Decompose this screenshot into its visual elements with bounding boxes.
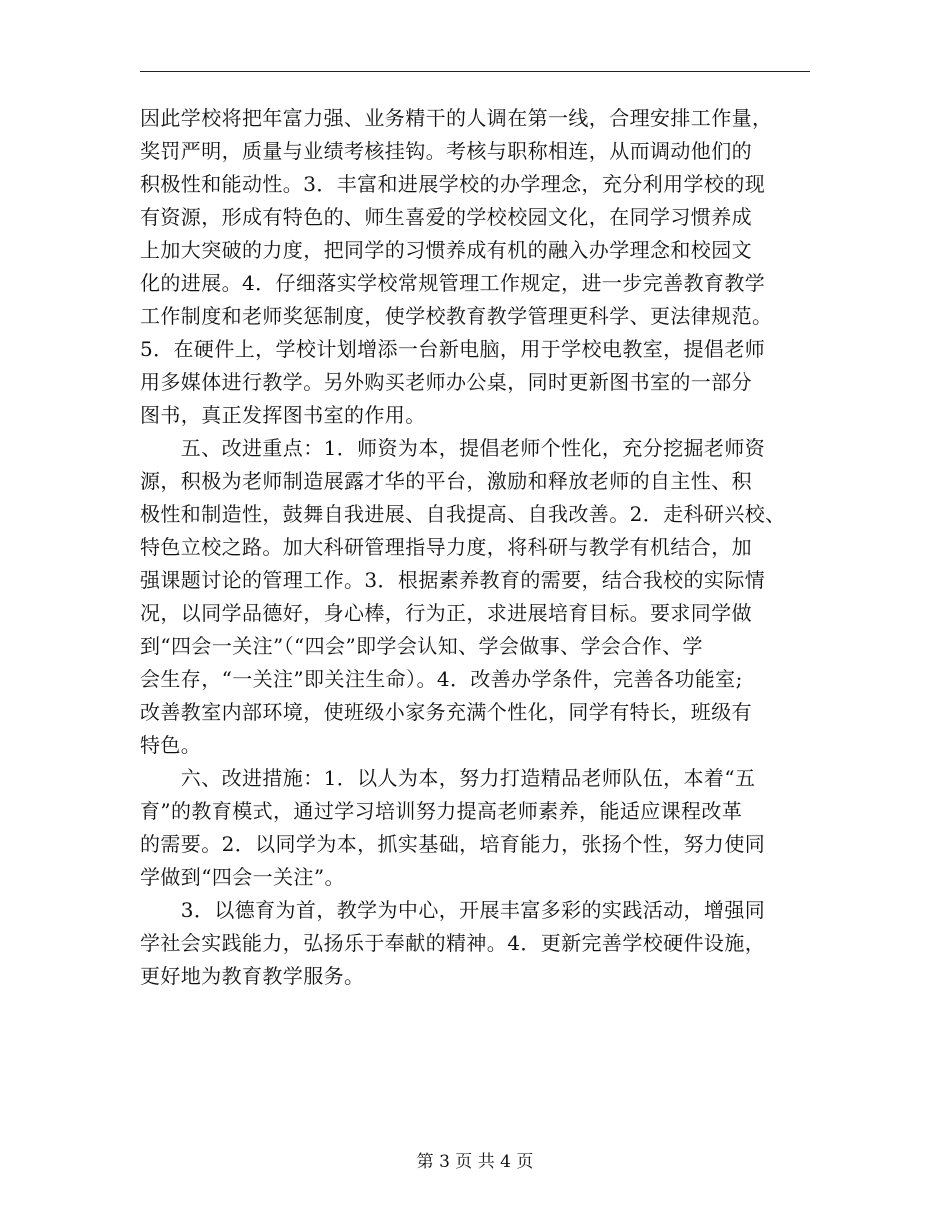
text-line: 改善教室内部环境，使班级小家务充满个性化，同学有特长，班级有 — [140, 700, 752, 724]
body-text — [140, 102, 812, 993]
text-line: 工作制度和老师奖惩制度，使学校教育教学管理更科学、更法律规范。 — [140, 304, 773, 328]
text-line: 用多媒体进行教学。另外购买老师办公桌，同时更新图书室的一部分 — [140, 370, 752, 394]
text-line: 极性和制造性，鼓舞自我进展、自我提高、自我改善。2．走科研兴校、 — [140, 502, 786, 526]
text-line: 况，以同学品德好，身心棒，行为正，求进展培育目标。要求同学做 — [140, 601, 752, 625]
text-line: 会生存，“一关注”即关注生命）。4．改善办学条件，完善各功能室; — [140, 667, 743, 691]
text-line: 有资源，形成有特色的、师生喜爱的学校校园文化，在同学习惯养成 — [140, 205, 752, 229]
text-line: 特色立校之路。加大科研管理指导力度，将科研与教学有机结合，加 — [140, 535, 752, 559]
text-line: 特色。 — [140, 733, 202, 757]
text-line: 积极性和能动性。3．丰富和进展学校的办学理念，充分利用学校的现 — [140, 172, 766, 196]
text-line: 五、改进重点：1．师资为本，提倡老师个性化，充分挖掘老师资 — [140, 436, 766, 460]
text-line: 到“四会一关注”（“四会”即学会认知、学会做事、学会合作、学 — [140, 634, 703, 658]
text-line: 化的进展。4．仔细落实学校常规管理工作规定，进一步完善教育教学 — [140, 271, 766, 295]
text-line: 六、改进措施：1．以人为本，努力打造精品老师队伍，本着“五 — [140, 766, 756, 790]
header-rule — [140, 71, 810, 72]
text-line: 的需要。2．以同学为本，抓实基础，培育能力，张扬个性，努力使同 — [140, 832, 766, 856]
text-line: 5．在硬件上，学校计划增添一台新电脑，用于学校电教室，提倡老师 — [140, 337, 766, 361]
page-number-footer: 第 3 页 共 4 页 — [416, 1152, 534, 1172]
text-line: 更好地为教育教学服务。 — [140, 964, 365, 988]
text-line: 因此学校将把年富力强、业务精干的人调在第一线，合理安排工作量， — [140, 106, 773, 130]
text-line: 3．以德育为首，教学为中心，开展丰富多彩的实践活动，增强同 — [140, 898, 766, 922]
text-line: 奖罚严明，质量与业绩考核挂钩。考核与职称相连，从而调动他们的 — [140, 139, 752, 163]
text-line: 育”的教育模式，通过学习培训努力提高老师素养，能适应课程改革 — [140, 799, 743, 823]
text-line: 源，积极为老师制造展露才华的平台，激励和释放老师的自主性、积 — [140, 469, 752, 493]
text-line: 图书，真正发挥图书室的作用。 — [140, 403, 426, 427]
text-line: 学社会实践能力，弘扬乐于奉献的精神。4．更新完善学校硬件设施， — [140, 931, 766, 955]
text-line: 强课题讨论的管理工作。3．根据素养教育的需要，结合我校的实际情 — [140, 568, 766, 592]
text-line: 学做到“四会一关注”。 — [140, 865, 345, 889]
text-line: 上加大突破的力度，把同学的习惯养成有机的融入办学理念和校园文 — [140, 238, 752, 262]
